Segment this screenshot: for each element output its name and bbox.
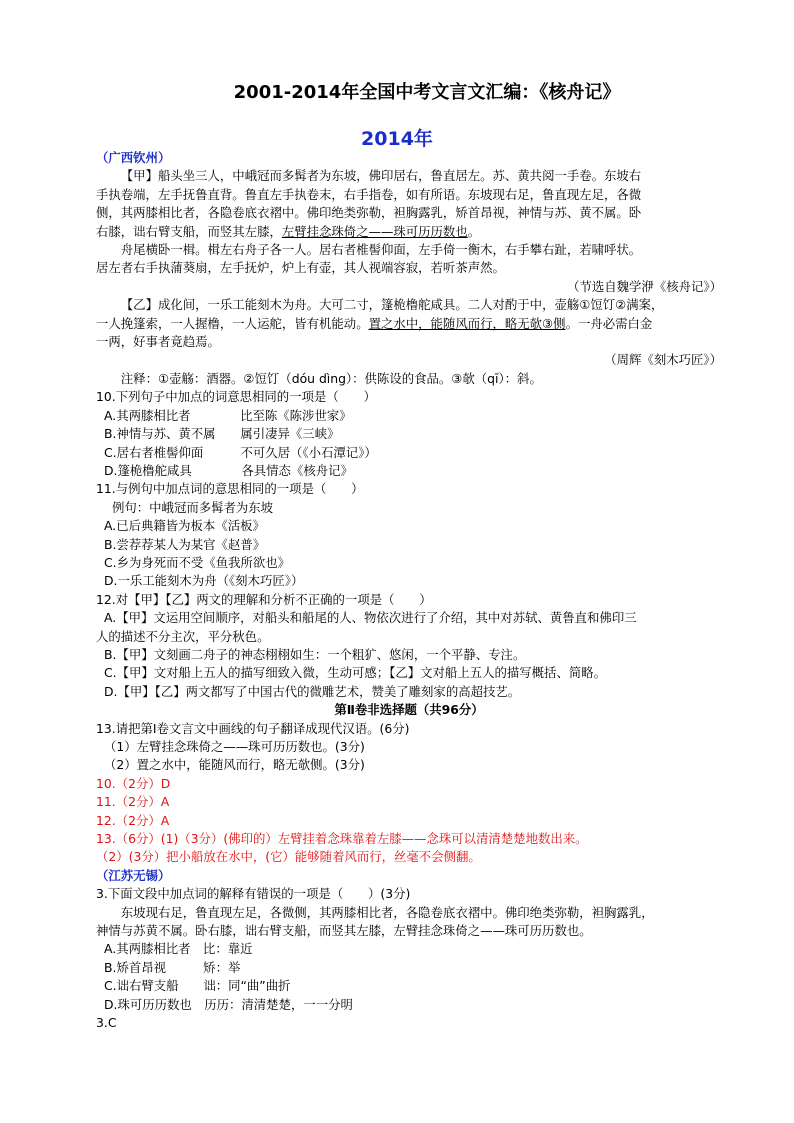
text-segment: 。一舟必需白金 [565,315,653,331]
answer-line: 11.（2分）A [96,794,170,810]
answer-line: 10.（2分）D [96,775,171,791]
question-11: 11.与例句中加点词的意思相同的一项是（ ） [96,481,364,497]
option-item: D.篷桅橹舵咸具 各具情态《核舟记》 [104,462,353,478]
option-item: B.矫首昂视 矫：举 [104,959,241,975]
annotation-note: 注释：①壶觞：酒器。②饾饤（dóu dìng）：供陈设的食品。③欹（qī）：斜。 [120,370,542,386]
option-item: A.已后典籍皆为板本《活板》 [104,518,265,534]
passage-line: 神情与苏黄不属。卧右膝，诎右臂支船，而竖其左膝，左臂挂念珠倚之——珠可历历数也。 [96,923,592,939]
underlined-sentence: 置之水中，能随风而行，略无欹③侧 [368,315,566,331]
option-item: B.尝荐荐某人为某官《赵普》 [104,536,266,552]
source-label: （广西钦州） [96,150,171,165]
option-item: C.居右者椎髻仰面 不可久居（《小石潭记》） [104,444,377,460]
example-sentence: 例句：中峨冠而多髯者为东坡 [112,499,274,515]
document-body [96,149,722,1033]
answer-line: （2）(3分）把小船放在水中，(它）能够随着风而行，丝毫不会侧翻。 [96,849,481,865]
underlined-sentence: 左臂挂念珠倚之——珠可历历数也 [281,223,468,239]
citation: （节选自魏学洢《核舟记》） [567,278,722,294]
text-segment: 一人挽篷索，一人握橹，一人运舵，皆有机能动。 [96,315,369,331]
passage-line: 【甲】船头坐三人，中峨冠而多髯者为东坡，佛印居右，鲁直居左。苏、黄共阅一手卷。东坡右 [120,168,642,184]
part-heading: 第Ⅱ卷非选择题（共96分） [334,702,484,718]
question-3: 3.下面文段中加点词的解释有错误的一项是（ ）(3分) [96,886,411,902]
option-item: D.珠可历历数也 历历：清清楚楚，一一分明 [104,996,353,1012]
passage-line: 侧，其两膝相比者，各隐卷底衣褶中。佛印绝类弥勒，袒胸露乳，矫首昂视，神情与苏、黄不属。卧 [96,205,642,221]
passage-line [96,223,722,241]
passage-line [96,315,722,333]
sub-question: （1）左臂挂念珠倚之——珠可历历数也。(3分) [104,739,365,754]
passage-line: 东坡现右足，鲁直现左足，各微侧，其两膝相比者，各隐卷底衣褶中。佛印绝类弥勒，袒胸露乳， [120,904,654,920]
passage-line: 一两，好事者竟趋焉。 [96,334,220,350]
document-title: 2001-2014年全国中考文言文汇编：《核舟记》 [233,82,621,103]
passage-line: 【乙】成化间，一乐工能刻木为舟。大可二寸，篷桅橹舵咸具。二人对酌于中，壶觞①饾饤②满案， [120,297,664,313]
option-item: B.神情与苏、黄不属 属引凄异《三峡》 [104,426,340,442]
option-item: C.诎右臂支船 诎：同“曲”曲折 [104,978,291,994]
passage-line: 手执卷端，左手抚鲁直背。鲁直左手执卷末，右手指卷，如有所语。东坡现右足，鲁直现左足，各微 [96,186,642,202]
option-item: A.其两膝相比者 比：靠近 [104,941,253,957]
question-10: 10.下列句子中加点的词意思相同的一项是（ ） [96,389,376,405]
option-item: C.【甲】文对船上五人的描写细致入微，生动可感；【乙】文对船上五人的描写概括、简略。 [104,665,607,681]
option-item: D.【甲】【乙】两文都写了中国古代的微雕艺术，赞美了雕刻家的高超技艺。 [104,683,521,699]
year-heading: 2014年 [361,128,433,150]
option-item: 人的描述不分主次，平分秋色。 [96,628,270,644]
citation: （周辉《刻木巧匠》） [604,352,722,368]
sub-question: （2）置之水中，能随风而行，略无欹侧。(3分) [104,757,365,773]
source-label: （江苏无锡） [96,867,171,883]
answer-line: 12.（2分）A [96,812,170,828]
text-segment: 。 [467,223,481,239]
option-item: D.一乐工能刻木为舟（《刻木巧匠》） [104,573,304,589]
option-item: B.【甲】文刻画二舟子的神态栩栩如生：一个粗犷、悠闲，一个平静、专注。 [104,646,526,662]
answer-line: 13.（6分）(1)（3分）(佛印的）左臂挂着念珠靠着左膝——念珠可以清清楚楚地数出来。 [96,831,588,847]
answer-line: 3.C [96,1015,117,1031]
question-12: 12.对【甲】【乙】两文的理解和分析不正确的一项是（ ） [96,591,432,607]
option-item: C.乡为身死而不受《鱼我所欲也》 [104,554,291,570]
passage-line: 居左者右手执蒲葵扇，左手抚炉，炉上有壶，其人视端容寂，若听茶声然。 [96,260,505,276]
question-13: 13.请把第Ⅰ卷文言文中画线的句子翻译成现代汉语。(6分) [96,720,410,736]
text-segment: 右膝，诎右臂支船，而竖其左膝， [96,223,282,239]
passage-line: 舟尾横卧一楫。楫左右舟子各一人。居右者椎髻仰面，左手倚一衡木，右手攀右趾，若啸呼状。 [120,242,642,258]
option-item: A.其两膝相比者 比至陈《陈涉世家》 [104,407,352,423]
option-item: A.【甲】文运用空间顺序，对船头和船尾的人、物依次进行了介绍，其中对苏轼、黄鲁直和佛印三 [104,610,637,626]
